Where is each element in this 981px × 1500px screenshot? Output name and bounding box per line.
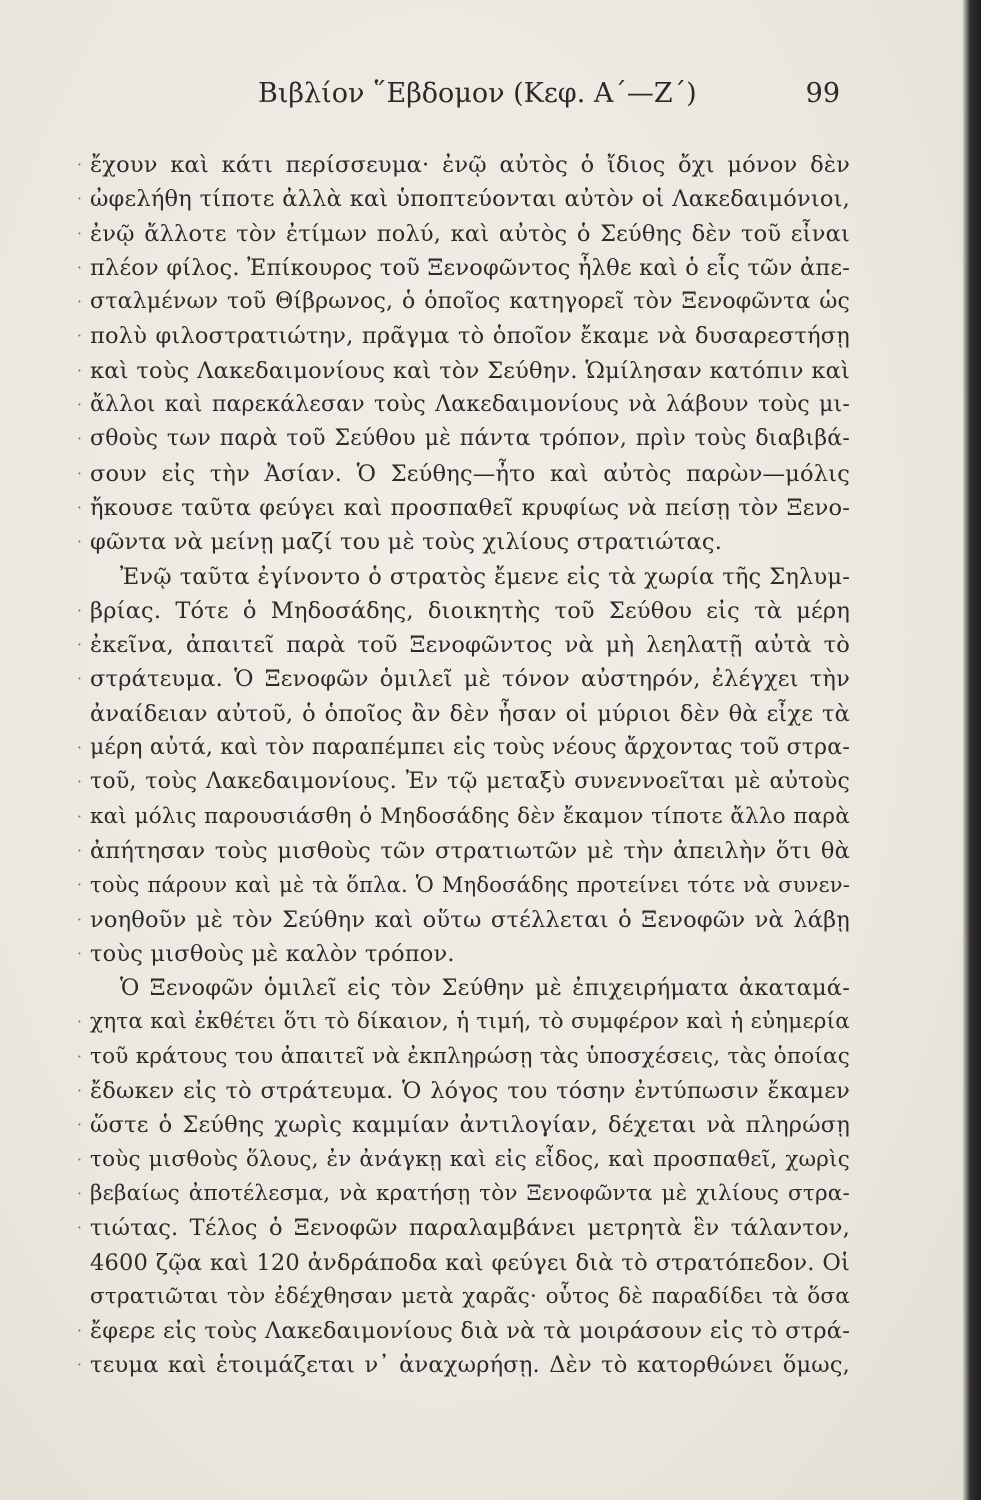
paragraph-start-line: Ὁ Ξενοφῶν ὁμιλεῖ εἰς τὸν Σεύθην μὲ ἐπιχειρήματα ἀκαταμά- <box>120 975 850 1002</box>
text-line: βεβαίως ἀποτέλεσμα, νὰ κρατήσῃ τὸν Ξενοφῶντα μὲ χιλίους στρα- <box>90 1180 850 1206</box>
text-line: τιώτας. Τέλος ὁ Ξενοφῶν παραλαμβάνει μετρητὰ ἓν τάλαντον, <box>90 1215 850 1242</box>
margin-marks: · · · · · · · · · · · · · · · · · · · · · · · · · · · · · · · <box>76 155 82 1375</box>
paragraph-start-line: Ἐνῷ ταῦτα ἐγίνοντο ὁ στρατὸς ἔμενε εἰς τὰ χωρία τῆς Σηλυμ- <box>120 563 850 590</box>
text-line: ἄλλοι καὶ παρεκάλεσαν τοὺς Λακεδαιμονίους νὰ λάβουν τοὺς μι- <box>90 392 850 418</box>
text-line: τοὺς μισθοὺς μὲ καλὸν τρόπον. <box>90 940 455 967</box>
text-line: καὶ τοὺς Λακεδαιμονίους καὶ τὸν Σεύθην. Ὡμίλησαν κατόπιν καὶ <box>90 357 850 384</box>
text-line: καὶ μόλις παρουσιάσθη ὁ Μηδοσάδης δὲν ἔκαμον τίποτε ἄλλο παρὰ <box>90 803 850 829</box>
text-line: πολὺ φιλοστρατιώτην, πρᾶγμα τὸ ὁποῖον ἔκαμε νὰ δυσαρεστήσῃ <box>90 323 850 350</box>
text-line: μέρη αὐτά, καὶ τὸν παραπέμπει εἰς τοὺς νέους ἄρχοντας τοῦ στρα- <box>90 735 850 761</box>
page-header <box>90 78 850 118</box>
body-text <box>90 148 850 1383</box>
text-line: τοῦ, τοὺς Λακεδαιμονίους. Ἐν τῷ μεταξὺ συνεννοεῖται μὲ αὐτοὺς <box>90 769 850 795</box>
running-title: Βιβλίον ῞Εβδομον (Κεφ. Α΄—Ζ΄) <box>258 78 697 109</box>
text-line: τοὺς πάρουν καὶ μὲ τὰ ὅπλα. Ὁ Μηδοσάδης προτείνει τότε νὰ συνεν- <box>90 873 850 898</box>
text-line: ἤκουσε ταῦτα φεύγει καὶ προσπαθεῖ κρυφίως νὰ πείσῃ τὸν Ξενο- <box>90 494 850 521</box>
text-line: τευμα καὶ ἑτοιμάζεται ν᾽ ἀναχωρήσῃ. Δὲν τὸ κατορθώνει ὅμως, <box>90 1352 850 1379</box>
text-line: τοῦ κράτους του ἀπαιτεῖ νὰ ἐκπληρώσῃ τὰς ὑποσχέσεις, τὰς ὁποίας <box>90 1043 850 1069</box>
text-line: νοηθοῦν μὲ τὸν Σεύθην καὶ οὕτω στέλλεται ὁ Ξενοφῶν νὰ λάβῃ <box>90 906 850 933</box>
text-line: βρίας. Τότε ὁ Μηδοσάδης, διοικητὴς τοῦ Σεύθου εἰς τὰ μέρη <box>90 597 850 624</box>
page-number: 99 <box>805 78 840 109</box>
text-line: χητα καὶ ἐκθέτει ὅτι τὸ δίκαιον, ἡ τιμή, τὸ συμφέρον καὶ ἡ εὐημερία <box>90 1009 850 1035</box>
text-line: τοὺς μισθοὺς ὅλους, ἐν ἀνάγκῃ καὶ εἰς εἶδος, καὶ προσπαθεῖ, χωρὶς <box>90 1146 850 1172</box>
text-line: ἐκεῖνα, ἀπαιτεῖ παρὰ τοῦ Ξενοφῶντος νὰ μὴ λεηλατῇ αὐτὰ τὸ <box>90 632 850 659</box>
text-line: πλέον φίλος. Ἐπίκουρος τοῦ Ξενοφῶντος ἦλθε καὶ ὁ εἷς τῶν ἀπε- <box>90 254 850 281</box>
text-line: ἐνῷ ἄλλοτε τὸν ἐτίμων πολύ, καὶ αὐτὸς ὁ Σεύθης δὲν τοῦ εἶναι <box>90 220 850 247</box>
text-line: σουν εἰς τὴν Ἀσίαν. Ὁ Σεύθης—ἦτο καὶ αὐτὸς παρὼν—μόλις <box>90 460 850 487</box>
text-line: ἀπήτησαν τοὺς μισθοὺς τῶν στρατιωτῶν μὲ τὴν ἀπειλὴν ὅτι θὰ <box>90 837 850 864</box>
text-line: ἔχουν καὶ κάτι περίσσευμα· ἐνῷ αὐτὸς ὁ ἴδιος ὄχι μόνον δὲν <box>90 152 850 178</box>
text-line: ἔφερε εἰς τοὺς Λακεδαιμονίους διὰ νὰ τὰ μοιράσουν εἰς τὸ στρά- <box>90 1318 850 1345</box>
text-line: ὥστε ὁ Σεύθης χωρὶς καμμίαν ἀντιλογίαν, δέχεται νὰ πληρώσῃ <box>90 1112 850 1139</box>
text-line: ἔδωκεν εἰς τὸ στράτευμα. Ὁ λόγος του τόσην ἐντύπωσιν ἔκαμεν <box>90 1078 850 1105</box>
text-line: στράτευμα. Ὁ Ξενοφῶν ὁμιλεῖ μὲ τόνον αὐστηρόν, ἐλέγχει τὴν <box>90 666 850 693</box>
scan-edge-shadow <box>963 0 981 1500</box>
text-line: σταλμένων τοῦ Θίβρωνος, ὁ ὁποῖος κατηγορεῖ τὸν Ξενοφῶντα ὡς <box>90 289 850 315</box>
text-line: φῶντα νὰ μείνῃ μαζί του μὲ τοὺς χιλίους στρατιώτας. <box>90 529 723 556</box>
text-line: ἀναίδειαν αὐτοῦ, ὁ ὁποῖος ἂν δὲν ἦσαν οἱ μύριοι δὲν θὰ εἶχε τὰ <box>90 700 850 727</box>
text-line: σθοὺς των παρὰ τοῦ Σεύθου μὲ πάντα τρόπον, πρὶν τοὺς διαβιβά- <box>90 426 850 452</box>
text-line: 4600 ζῷα καὶ 120 ἀνδράποδα καὶ φεύγει διὰ τὸ στρατόπεδον. Οἱ <box>90 1249 850 1276</box>
text-line: στρατιῶται τὸν ἐδέχθησαν μετὰ χαρᾶς· οὗτος δὲ παραδίδει τὰ ὅσα <box>90 1283 850 1309</box>
text-line: ὠφελήθη τίποτε ἀλλὰ καὶ ὑποπτεύονται αὐτὸν οἱ Λακεδαιμόνιοι, <box>90 186 850 213</box>
